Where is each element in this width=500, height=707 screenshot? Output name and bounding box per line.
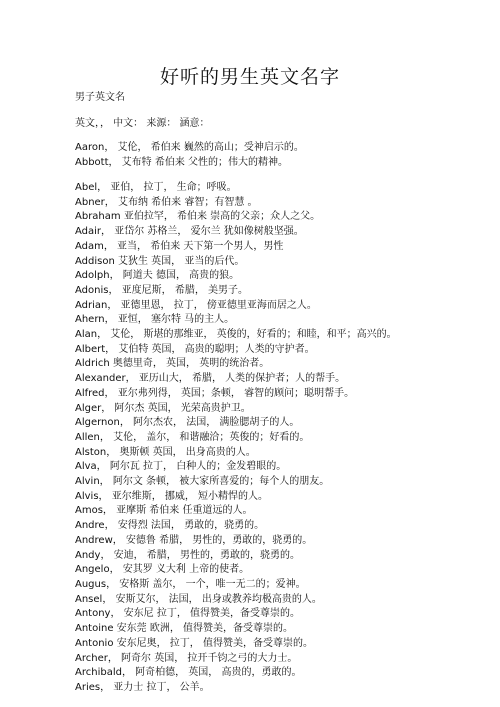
name-entry: Abraham 亚伯拉罕， 希伯来 崇高的父亲；众人之父。: [75, 211, 321, 223]
name-entry: Alfred， 亚尔弗列得， 英国；条顿， 睿智的顾问；聪明帮手。: [75, 387, 355, 399]
name-entry: Alva， 阿尔瓦 拉丁， 白种人的；金发碧眼的。: [75, 461, 287, 473]
name-entry: Aldrich 奥德里奇， 英国， 英明的统治者。: [75, 358, 270, 370]
name-entry: Abbott， 艾布特 希伯来 父性的；伟大的精神。: [75, 156, 289, 168]
name-entry: Abel， 亚伯， 拉丁， 生命；呼吸。: [75, 182, 237, 193]
name-entry: Andrew， 安德鲁 希腊， 男性的，勇敢的，骁勇的。: [75, 534, 313, 546]
section-subtitle: 男子英文名: [75, 92, 125, 103]
name-entry: Antony， 安东尼 拉丁， 值得赞美，备受尊崇的。: [75, 608, 301, 620]
name-entry: Archer， 阿奇尔 英国， 拉开千钧之弓的大力士。: [75, 652, 298, 664]
name-entry: Alger， 阿尔杰 英国， 光荣高贵护卫。: [75, 402, 251, 414]
column-header: 英文，， 中文： 来源： 涵意：: [75, 118, 210, 129]
name-entry: Angelo， 安其罗 义大利 上帝的使者。: [75, 564, 250, 576]
name-list-group-1: [75, 141, 485, 170]
name-entry: Alvin， 阿尔文 条顿， 被大家所喜爱的；每个人的朋友。: [75, 476, 330, 488]
name-entry: Antoine 安东莞 欧洲， 值得赞美，备受尊崇的。: [75, 623, 294, 635]
name-list-group-2: [75, 181, 485, 696]
name-entry: Alston， 奥斯顿 英国， 出身高贵的人。: [75, 446, 256, 458]
name-entry: Aries， 亚力士 拉丁， 公羊。: [75, 681, 210, 693]
name-entry: Albert， 艾伯特 英国， 高贵的聪明；人类的守护者。: [75, 343, 315, 355]
name-entry: Allen， 艾伦， 盖尔， 和谐融洽；英俊的；好看的。: [75, 431, 310, 443]
name-entry: Adair， 亚岱尔 苏格兰， 爱尔兰 犹如像树般坚强。: [75, 226, 304, 238]
name-entry: Antonio 安东尼奥， 拉丁， 值得赞美，备受尊崇的。: [75, 637, 313, 649]
name-entry: Ahern， 亚恒， 塞尔特 马的主人。: [75, 314, 235, 326]
name-entry: Ansel， 安斯艾尔， 法国， 出身或教养均极高贵的人。: [75, 593, 322, 605]
name-entry: Alexander， 亚历山大， 希腊， 人类的保护者；人的帮手。: [75, 373, 346, 385]
name-entry: Aaron， 艾伦， 希伯来 巍然的高山；受神启示的。: [75, 142, 304, 153]
name-entry: Augus， 安格斯 盖尔， 一个，唯一无二的；爱神。: [75, 578, 306, 590]
name-entry: Adolph， 阿道夫 德国， 高贵的狼。: [75, 270, 240, 282]
page-title: 好听的男生英文名字: [159, 66, 340, 88]
name-entry: Addison 艾狄生 英国， 亚当的后代。: [75, 255, 245, 267]
name-entry: Adam， 亚当， 希伯来 天下第一个男人，男性: [75, 240, 284, 252]
name-entry: Andre， 安得烈 法国， 勇敢的，骁勇的。: [75, 520, 265, 532]
name-entry: Alan， 艾伦， 斯堪的那维亚， 英俊的，好看的；和睦，和平；高兴的。: [75, 329, 397, 341]
name-entry: Abner， 艾布纳 希伯来 睿智；有智慧 。: [75, 196, 258, 208]
name-entry: Andy， 安迪， 希腊， 男性的，勇敢的，骁勇的。: [75, 549, 300, 561]
name-entry: Adrian， 亚德里恩， 拉丁， 傍亚德里亚海而居之人。: [75, 299, 317, 311]
name-entry: Alvis， 亚尔维斯， 挪威， 短小精悍的人。: [75, 490, 269, 502]
name-entry: Archibald， 阿奇柏德， 英国， 高贵的，勇敢的。: [75, 667, 302, 679]
name-entry: Algernon， 阿尔杰农， 法国， 满脸腮胡子的人。: [75, 417, 300, 429]
name-entry: Adonis， 亚度尼斯， 希腊， 美男子。: [75, 284, 248, 296]
name-entry: Amos， 亚摩斯 希伯来 任重道远的人。: [75, 505, 253, 517]
